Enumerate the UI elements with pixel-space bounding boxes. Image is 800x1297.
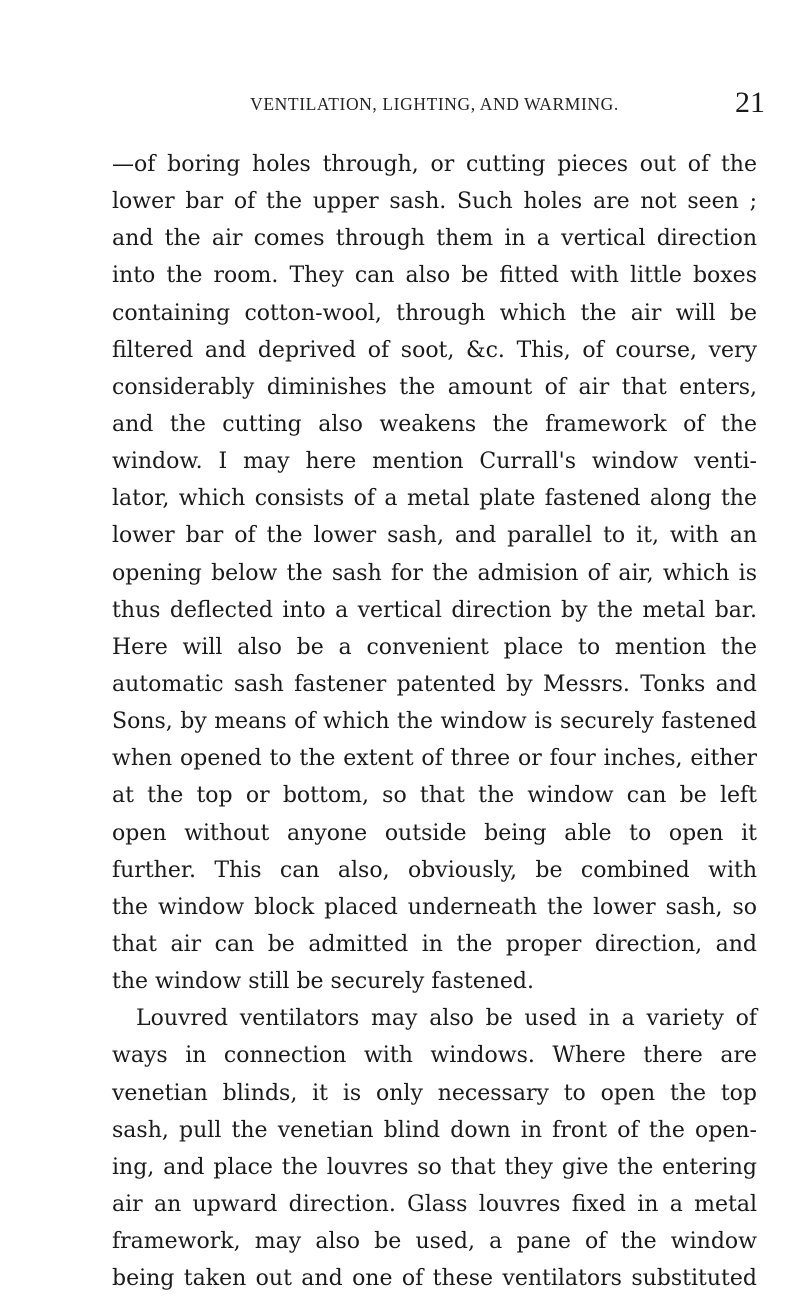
text-line: lower bar of the lower sash, and parallel to it, with an xyxy=(112,523,757,549)
text-line: considerably diminishes the amount of air that enters, xyxy=(112,374,757,400)
body-text xyxy=(112,146,757,1297)
text-line: ing, and place the louvres so that they give the entering xyxy=(112,1154,757,1180)
text-line: being taken out and one of these ventilators substituted xyxy=(112,1266,757,1292)
text-line: filtered and deprived of soot, &c. This, of course, very xyxy=(112,337,757,363)
text-line: sash, pull the venetian blind down in front of the open- xyxy=(112,1117,757,1143)
text-line: the window block placed underneath the lower sash, so xyxy=(112,894,757,920)
text-line: window. I may here mention Currall's window venti- xyxy=(112,449,757,475)
paragraph-start-line: Louvred ventilators may also be used in a variety of xyxy=(136,1006,757,1032)
text-line: air an upward direction. Glass louvres fixed in a metal xyxy=(112,1191,757,1217)
text-line: Sons, by means of which the window is securely fastened xyxy=(112,709,757,735)
text-line: —of boring holes through, or cutting pieces out of the xyxy=(112,152,757,177)
text-line: into the room. They can also be fitted with little boxes xyxy=(112,263,757,289)
text-line: further. This can also, obviously, be combined with xyxy=(112,857,757,883)
text-line: and the cutting also weakens the framework of the xyxy=(112,411,757,437)
text-line: Here will also be a convenient place to mention the xyxy=(112,634,757,660)
text-line: thus deflected into a vertical direction by the metal bar. xyxy=(112,597,757,623)
text-line: opening below the sash for the admision of air, which is xyxy=(112,560,757,586)
text-line: framework, may also be used, a pane of the window xyxy=(112,1229,757,1255)
text-line: when opened to the extent of three or four inches, either xyxy=(112,746,757,772)
text-line: containing cotton-wool, through which the air will be xyxy=(112,300,757,326)
text-line: automatic sash fastener patented by Messrs. Tonks and xyxy=(112,671,757,697)
text-line: ways in connection with windows. Where there are xyxy=(112,1043,757,1069)
page-number: 21 xyxy=(735,86,765,119)
text-line: lower bar of the upper sash. Such holes are not seen ; xyxy=(112,189,757,215)
text-line: lator, which consists of a metal plate fastened along the xyxy=(112,486,757,512)
paragraph-end-line: the window still be securely fastened. xyxy=(112,969,535,995)
text-line: and the air comes through them in a vertical direction xyxy=(112,226,757,252)
running-head xyxy=(112,86,765,124)
text-line: at the top or bottom, so that the window can be left xyxy=(112,783,757,809)
text-line: open without anyone outside being able to open it xyxy=(112,820,757,846)
text-line: that air can be admitted in the proper direction, and xyxy=(112,931,757,957)
text-line: venetian blinds, it is only necessary to open the top xyxy=(112,1080,757,1106)
running-title: VENTILATION, LIGHTING, AND WARMING. xyxy=(250,94,619,114)
